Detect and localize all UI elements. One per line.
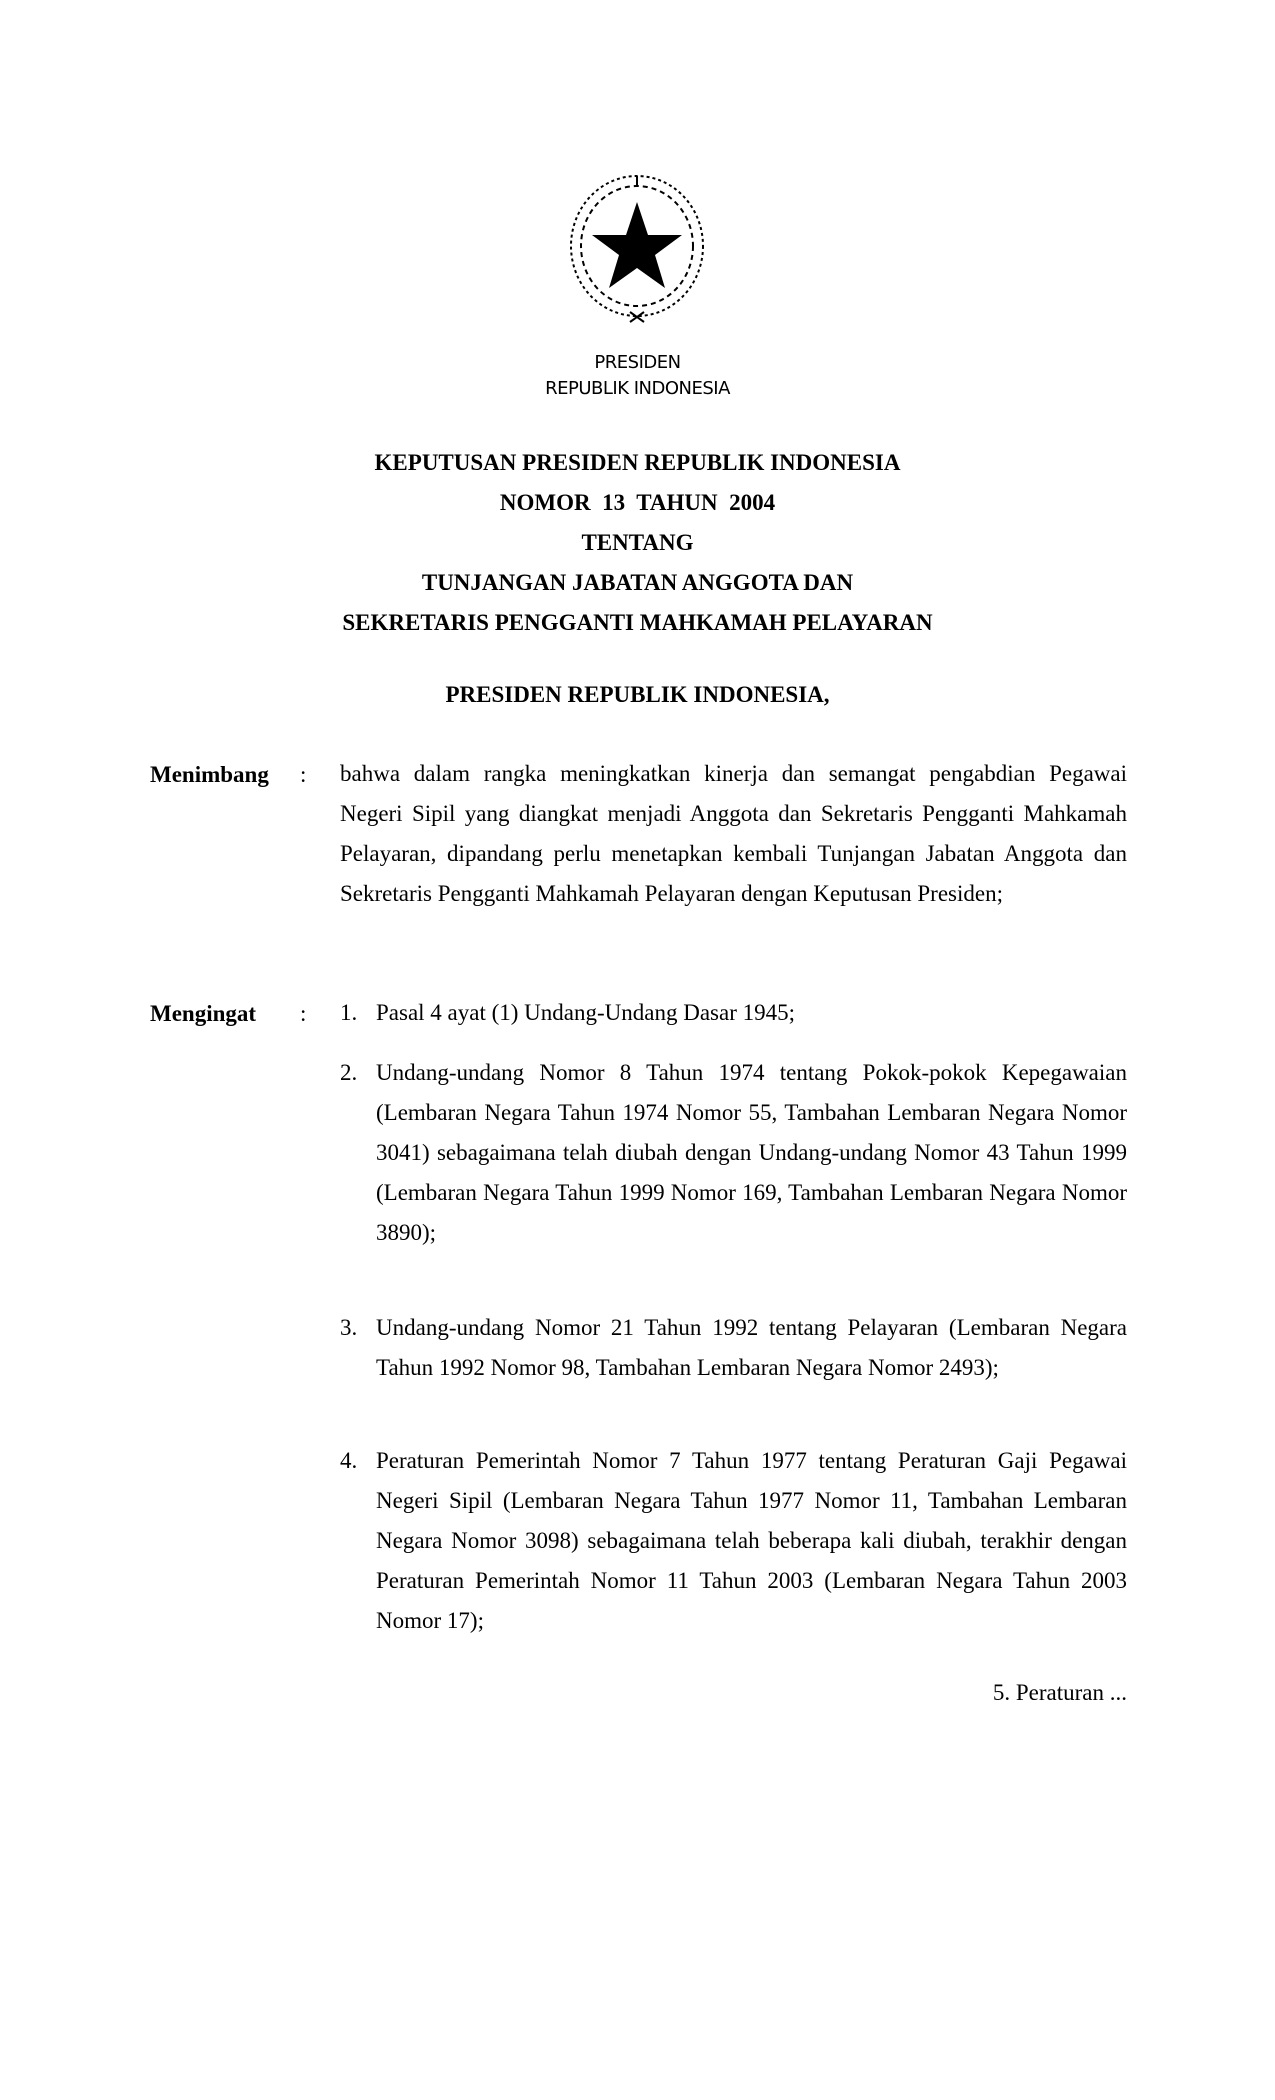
- presidential-emblem-icon: [560, 172, 714, 326]
- document-title: [0, 443, 1275, 643]
- mengingat-item: [340, 1441, 1127, 1641]
- item-number: 2.: [340, 1060, 358, 1085]
- item-number: 1.: [340, 1000, 358, 1025]
- item-text: Undang-undang Nomor 21 Tahun 1992 tentang Pelayaran (Lembaran Negara Tahun 1992 Nomor 98, Tambahan Lembaran Negara Nomor 2493);: [376, 1315, 1127, 1380]
- item-number: 4.: [340, 1448, 358, 1473]
- mengingat-item: [340, 993, 1127, 1033]
- title-subject: SEKRETARIS PENGGANTI MAHKAMAH PELAYARAN: [342, 610, 933, 635]
- item-text: Undang-undang Nomor 8 Tahun 1974 tentang Pokok-pokok Kepegawaian (Lembaran Negara Tahun 1974 Nomor 55, Tambahan Lembaran Negara Nomor 3041) sebagaimana telah diubah dengan Undang-undang Nomor 43 Tahun 1999 (Lembaran Negara Tahun 1999 Nomor 169, Tambahan Lembaran Negara Nomor 3890);: [376, 1060, 1127, 1245]
- page-continuation: 5. Peraturan ...: [992, 1680, 1127, 1705]
- issuer-heading: PRESIDEN REPUBLIK INDONESIA,: [445, 682, 830, 707]
- title-line: KEPUTUSAN PRESIDEN REPUBLIK INDONESIA: [374, 450, 901, 475]
- item-text: Peraturan Pemerintah Nomor 7 Tahun 1977 tentang Peraturan Gaji Pegawai Negeri Sipil (Lembaran Negara Tahun 1977 Nomor 11, Tambahan Lembaran Negara Nomor 3098) sebagaimana telah beberapa kali diubah, terakhir dengan Peraturan Pemerintah Nomor 11 Tahun 2003 (Lembaran Negara Tahun 2003 Nomor 17);: [376, 1448, 1127, 1633]
- menimbang-colon: :: [300, 762, 307, 787]
- mengingat-label: Mengingat: [150, 1001, 257, 1026]
- letterhead-presiden: PRESIDEN: [594, 352, 681, 373]
- mengingat-colon: :: [300, 1001, 307, 1026]
- menimbang-label: Menimbang: [150, 762, 269, 787]
- mengingat-item: [340, 1308, 1127, 1388]
- title-line: TENTANG: [581, 530, 694, 555]
- title-number: NOMOR 13 TAHUN 2004: [499, 490, 776, 515]
- title-subject: TUNJANGAN JABATAN ANGGOTA DAN: [421, 570, 854, 595]
- menimbang-text: bahwa dalam rangka meningkatkan kinerja dan semangat pengabdian Pegawai Negeri Sipil yang diangkat menjadi Anggota dan Sekretaris Pengganti Mahkamah Pelayaran, dipandang perlu menetapkan kembali Tunjangan Jabatan Anggota dan Sekretaris Pengganti Mahkamah Pelayaran dengan Keputusan Presiden;: [340, 761, 1127, 906]
- mengingat-item: [340, 1053, 1127, 1253]
- letterhead-republik-indonesia: REPUBLIK INDONESIA: [545, 378, 730, 399]
- item-text: Pasal 4 ayat (1) Undang-Undang Dasar 1945;: [376, 1000, 795, 1025]
- item-number: 3.: [340, 1315, 358, 1340]
